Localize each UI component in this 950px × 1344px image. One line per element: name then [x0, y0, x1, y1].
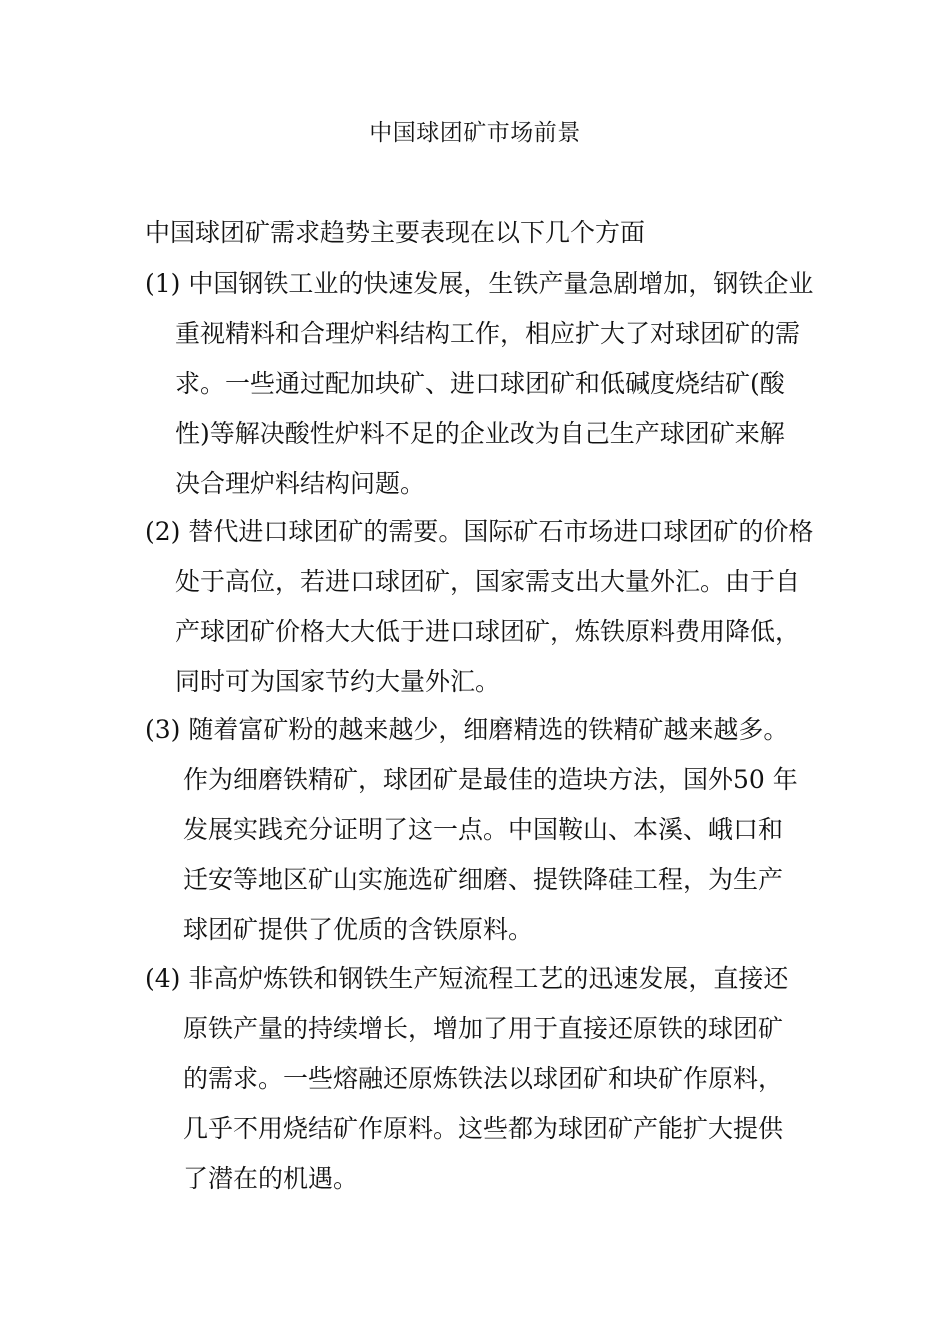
list-item-line: 几乎不用烧结矿作原料。这些都为球团矿产能扩大提供 — [183, 1114, 784, 1143]
list-item-line: 迁安等地区矿山实施选矿细磨、提铁降硅工程，为生产 — [183, 865, 784, 894]
list-item-line: 作为细磨铁精矿，球团矿是最佳的造块方法，国外50 年 — [183, 765, 798, 794]
list-item-line: 产球团矿价格大大低于进口球团矿，炼铁原料费用降低， — [175, 617, 801, 646]
list-item-line: 的需求。一些熔融还原炼铁法以球团矿和块矿作原料， — [183, 1064, 784, 1093]
list-item-line: (1) 中国钢铁工业的快速发展，生铁产量急剧增加，钢铁企业 — [145, 269, 814, 298]
list-item-line: (2) 替代进口球团矿的需要。国际矿石市场进口球团矿的价格 — [145, 517, 814, 546]
list-item-line: 处于高位，若进口球团矿，国家需支出大量外汇。由于自 — [175, 567, 801, 596]
list-item-line: 了潜在的机遇。 — [183, 1164, 359, 1193]
list-item-line: 同时可为国家节约大量外汇。 — [175, 667, 501, 696]
list-item-4 — [145, 960, 825, 1210]
list-item-line: 重视精料和合理炉料结构工作，相应扩大了对球团矿的需 — [175, 319, 801, 348]
list-item-line: (3) 随着富矿粉的越来越少，细磨精选的铁精矿越来越多。 — [145, 715, 789, 744]
list-item-line: (4) 非高炉炼铁和钢铁生产短流程工艺的迅速发展，直接还 — [145, 964, 789, 993]
list-item-2 — [145, 513, 825, 713]
list-item-line: 决合理炉料结构问题。 — [175, 469, 426, 498]
list-item-line: 求。一些通过配加块矿、进口球团矿和低碱度烧结矿(酸 — [175, 369, 785, 398]
list-item-line: 性)等解决酸性炉料不足的企业改为自己生产球团矿来解 — [175, 419, 785, 448]
list-item-1 — [145, 265, 825, 515]
list-item-line: 球团矿提供了优质的含铁原料。 — [183, 915, 534, 944]
intro-paragraph: 中国球团矿需求趋势主要表现在以下几个方面 — [145, 218, 646, 247]
list-item-3 — [145, 711, 825, 961]
list-item-line: 发展实践充分证明了这一点。中国鞍山、本溪、峨口和 — [183, 815, 784, 844]
list-item-line: 原铁产量的持续增长，增加了用于直接还原铁的球团矿 — [183, 1014, 784, 1043]
document-title: 中国球团矿市场前景 — [369, 120, 581, 146]
